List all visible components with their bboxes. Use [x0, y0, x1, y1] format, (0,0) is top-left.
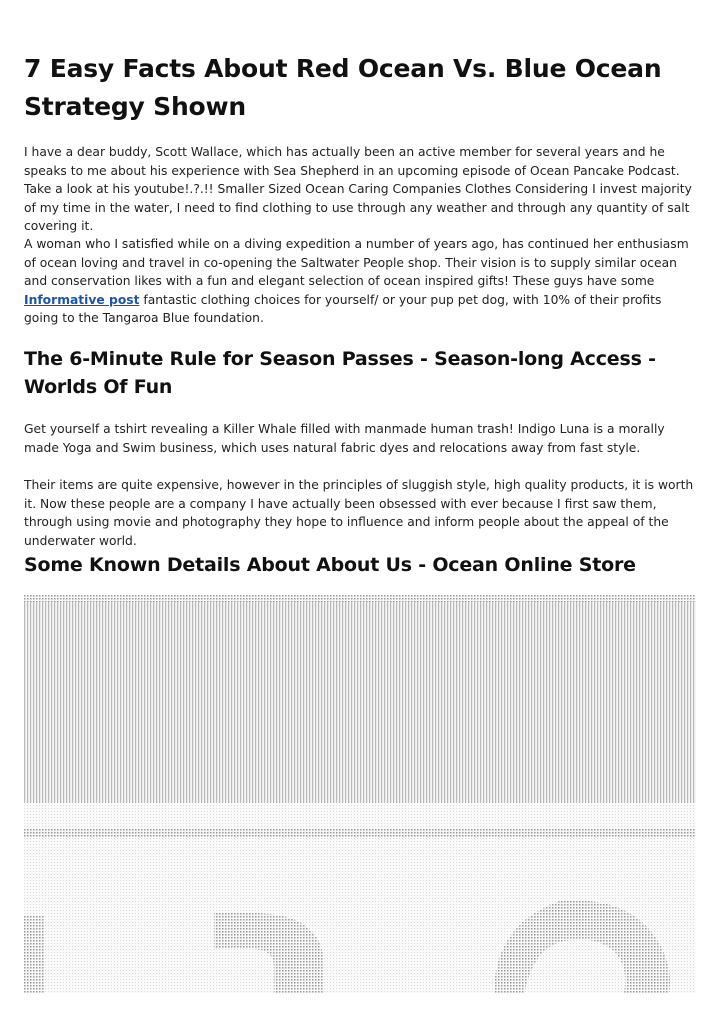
- article-image: [24, 595, 696, 993]
- paragraph-2: [24, 235, 696, 328]
- paragraph-1: I have a dear buddy, Scott Wallace, which has actually been an active member for several years and he speaks to me about his experience with Sea Shepherd in an upcoming episode of Ocean Pancake Podcast. Take a look at his youtube!.?.!! Smaller Sized Ocean Caring Companies Clothes Considering I invest majority of my time in the water, I need to find clothing to use through any weather and through any quantity of salt covering it.: [24, 145, 692, 234]
- section-heading-season-passes: The 6-Minute Rule for Season Passes - Season-long Access - Worlds Of Fun: [24, 348, 656, 398]
- paragraph-3: Get yourself a tshirt revealing a Killer Whale filled with manmade human trash! Indigo Luna is a morally made Yoga and Swim business, which uses natural fabric dyes and relocations away from fast style.: [24, 422, 665, 455]
- section-heading-ocean-store: Some Known Details About About Us - Ocean Online Store: [24, 554, 636, 576]
- informative-post-link[interactable]: Informative post: [24, 292, 140, 307]
- paragraph-2-text-start: A woman who I satisfied while on a diving expedition a number of years ago, has continued her enthusiasm of ocean loving and travel in co-opening the Saltwater People shop. Their vision is to supply similar ocean and conservation likes with a fun and elegant selection of ocean inspired gifts! These guys have some: [24, 237, 689, 289]
- paragraph-4: Their items are quite expensive, however in the principles of sluggish style, high quality products, it is worth it. Now these people are a company I have actually been obsessed with ever because I first saw them, through using movie and photography they hope to influence and inform people about the appeal of the underwater world.: [24, 478, 694, 548]
- paragraph-2-text-end: fantastic clothing choices for yourself/ or your pup pet dog, with 10% of their profits going to the Tangaroa Blue foundation.: [24, 292, 662, 326]
- striped-image-graphic: [24, 595, 696, 993]
- article-title: 7 Easy Facts About Red Ocean Vs. Blue Ocean Strategy Shown: [24, 54, 662, 121]
